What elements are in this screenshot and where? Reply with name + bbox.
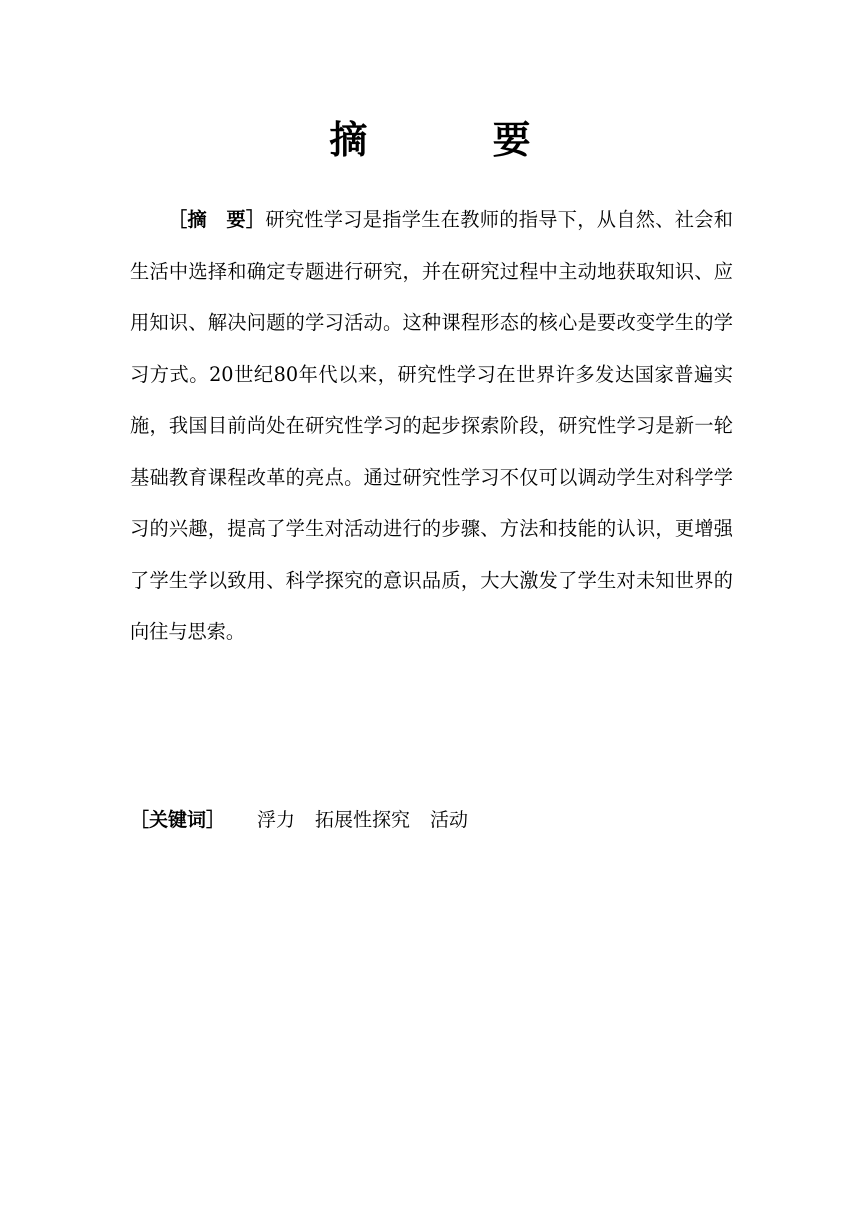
page-title: 摘 要 <box>329 117 587 162</box>
abstract-label-open: ［ <box>168 208 188 231</box>
keywords-label: ［关键词］ <box>130 809 226 831</box>
abstract-label-first: 摘 <box>187 208 207 231</box>
abstract-label-close: ］ <box>245 208 266 231</box>
keyword-item: 活动 <box>430 809 469 831</box>
abstract-text: 研究性学习是指学生在教师的指导下，从自然、社会和生活中选择和确定专题进行研究，并在研究过程中主动地获取知识、应用知识、解决问题的学习活动。这种课程形态的核心是要改变学生的学习方式。20世纪80年代以来，研究性学习在世界许多发达国家普遍实施，我国目前尚处在研究性学习的起步探索阶段，研究性学习是新一轮基础教育课程改革的亮点。通过研究性学习不仅可以调动学生对科学学习的兴趣，提高了学生对活动进行的步骤、方法和技能的认识，更增强了学生学以致用、科学探究的意识品质，大大激发了学生对未知世界的向往与思索。 <box>130 208 733 643</box>
keyword-item: 浮力 <box>257 809 296 831</box>
keywords-line <box>130 798 488 842</box>
abstract-label <box>168 208 265 231</box>
abstract-label-second: 要 <box>226 208 246 231</box>
abstract-paragraph <box>130 194 733 658</box>
keyword-item: 拓展性探究 <box>315 809 411 831</box>
